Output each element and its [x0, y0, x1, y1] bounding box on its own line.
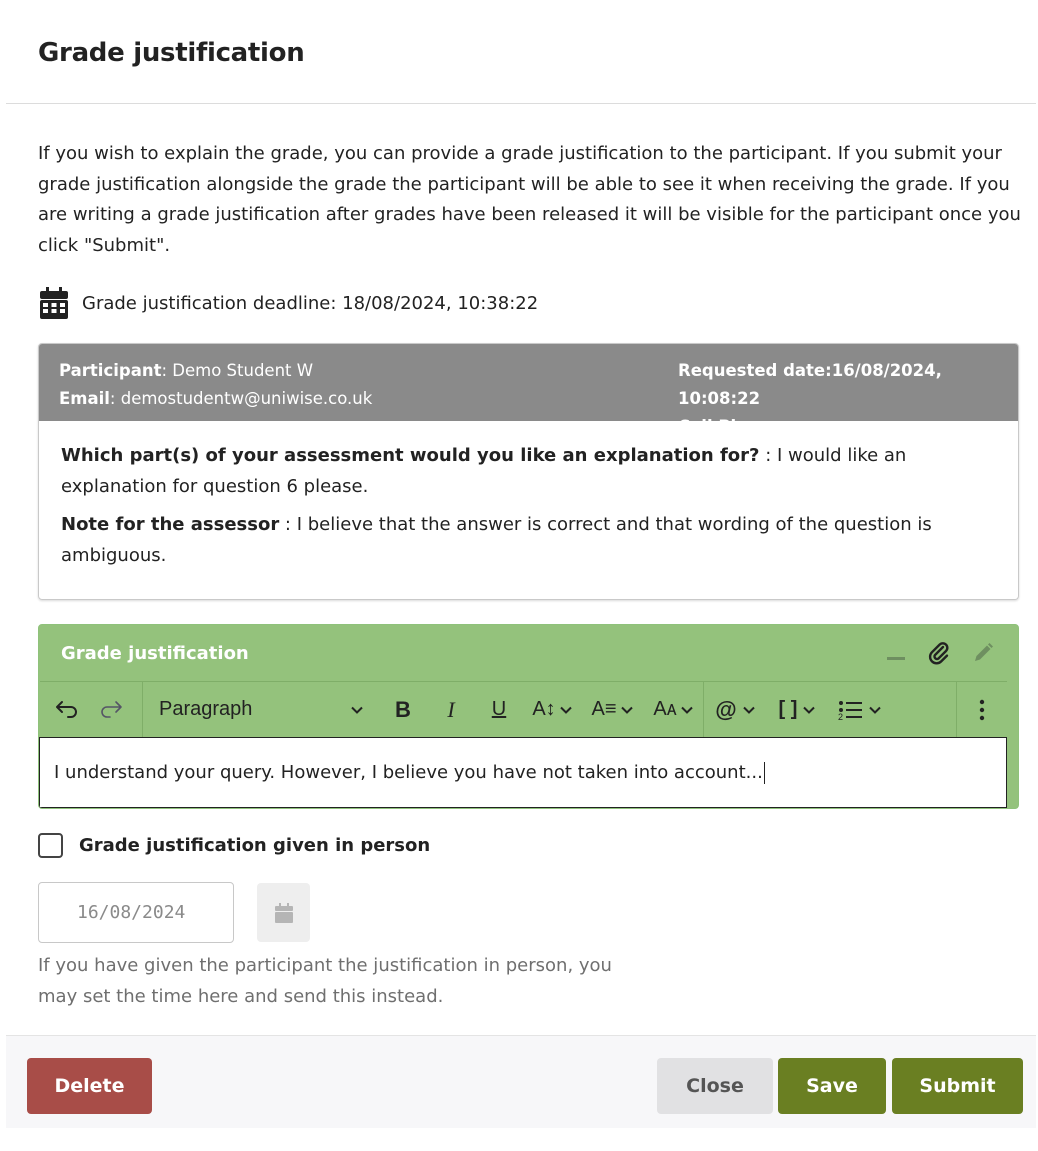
justification-text: I understand your query. However, I believe you have not taken into account... [54, 762, 763, 783]
question-label: Which part(s) of your assessment would you like an explanation for? [61, 445, 760, 466]
note-answer: : I believe that the answer is correct and that wording of the question is ambiguous. [61, 514, 932, 566]
in-person-hint: If you have given the participant the justification in person, you may set the time here and send this instead. [38, 955, 612, 1007]
more-options-button[interactable] [957, 682, 1007, 737]
save-button[interactable]: Save [778, 1058, 886, 1114]
chevron-down-icon [743, 704, 755, 716]
numbered-list-icon [837, 699, 863, 721]
submit-button[interactable]: Submit [892, 1058, 1023, 1114]
editor-title: Grade justification [61, 642, 249, 664]
modal-title: Grade justification [38, 38, 305, 68]
request-card-header [39, 344, 1018, 436]
paragraph-select[interactable] [143, 698, 379, 721]
font-size-icon: A↕ [532, 698, 556, 720]
participant-value: : Demo Student W [161, 361, 314, 380]
text-case-dropdown[interactable] [643, 682, 703, 737]
in-person-checkbox[interactable] [38, 833, 63, 858]
date-row [38, 882, 1004, 943]
format-group [379, 682, 703, 737]
calendar-icon [275, 903, 293, 923]
editor-toolbar [40, 681, 1007, 737]
request-card [38, 343, 1019, 600]
pencil-icon[interactable] [972, 642, 994, 664]
cell-phone-value: : [776, 417, 784, 436]
bold-button[interactable]: B [395, 696, 411, 722]
chevron-down-icon [621, 704, 633, 716]
question-answer: : I would like an explanation for question 6 please. [61, 445, 907, 497]
note-label: Note for the assessor [61, 514, 280, 535]
list-dropdown[interactable] [828, 682, 890, 737]
undo-icon [54, 700, 78, 720]
redo-icon [100, 700, 124, 720]
note-paragraph [61, 510, 996, 571]
modal-footer [6, 1035, 1036, 1128]
chevron-down-icon [351, 704, 363, 716]
undo-button[interactable] [54, 682, 78, 737]
font-size-dropdown[interactable] [523, 682, 581, 737]
requested-date: Requested date:16/08/2024, 10:08:22 [678, 361, 942, 408]
delete-button[interactable]: Delete [27, 1058, 152, 1114]
redo-button[interactable] [100, 682, 124, 737]
text-case-icon: Aᴀ [653, 698, 677, 720]
chevron-down-icon [803, 704, 815, 716]
question-paragraph [61, 441, 996, 502]
in-person-label: Grade justification given in person [79, 835, 431, 856]
insert-group [704, 682, 890, 737]
in-person-date-input[interactable]: 16/08/2024 [38, 882, 234, 943]
history-group [40, 682, 142, 737]
svg-text:2: 2 [838, 711, 844, 721]
modal-body [6, 139, 1036, 1012]
editor-header [39, 625, 1018, 681]
intro-text: If you wish to explain the grade, you can provide a grade justification to the participant. If you submit your grade justification alongside the grade the participant will be able to see it when receiving the grade. If you are writing a grade justification after grades have been released it will be visible for the participant once you click "Submit". [38, 143, 1021, 256]
chevron-down-icon [681, 704, 693, 716]
date-picker-button[interactable] [257, 883, 310, 942]
modal-header [6, 0, 1036, 104]
mention-icon: @ [715, 696, 737, 722]
more-vertical-icon [979, 699, 985, 721]
grade-justification-modal [6, 0, 1036, 1128]
text-caret [764, 762, 766, 784]
underline-button[interactable]: U [491, 698, 507, 720]
font-family-dropdown[interactable] [581, 682, 643, 737]
request-card-body [39, 421, 1018, 599]
in-person-row [38, 833, 1004, 858]
italic-button[interactable]: I [447, 696, 455, 722]
close-button[interactable]: Close [657, 1058, 773, 1114]
brackets-icon: [ ] [778, 698, 798, 720]
brackets-dropdown[interactable] [766, 682, 828, 737]
paragraph-select-value: Paragraph [159, 698, 253, 720]
deadline-text: Grade justification deadline: 18/08/2024, 10:38:22 [82, 292, 539, 314]
mention-dropdown[interactable] [704, 682, 766, 737]
participant-label: Participant [59, 361, 162, 380]
chevron-down-icon [869, 704, 881, 716]
paperclip-icon[interactable] [928, 641, 950, 665]
cell-phone-label: Cell Phone [678, 417, 777, 436]
editor-header-actions [886, 641, 994, 665]
chevron-down-icon [560, 704, 572, 716]
calendar-icon [40, 287, 68, 319]
email-value: : demostudentw@uniwise.co.uk [109, 389, 373, 408]
font-family-icon: A≡ [591, 698, 617, 720]
email-label: Email [59, 389, 110, 408]
justification-editor [38, 624, 1019, 809]
request-meta [678, 357, 998, 436]
minimize-icon[interactable] [886, 643, 906, 663]
justification-text-area[interactable] [39, 737, 1007, 808]
deadline-row [38, 287, 1004, 319]
participant-info [59, 357, 372, 421]
